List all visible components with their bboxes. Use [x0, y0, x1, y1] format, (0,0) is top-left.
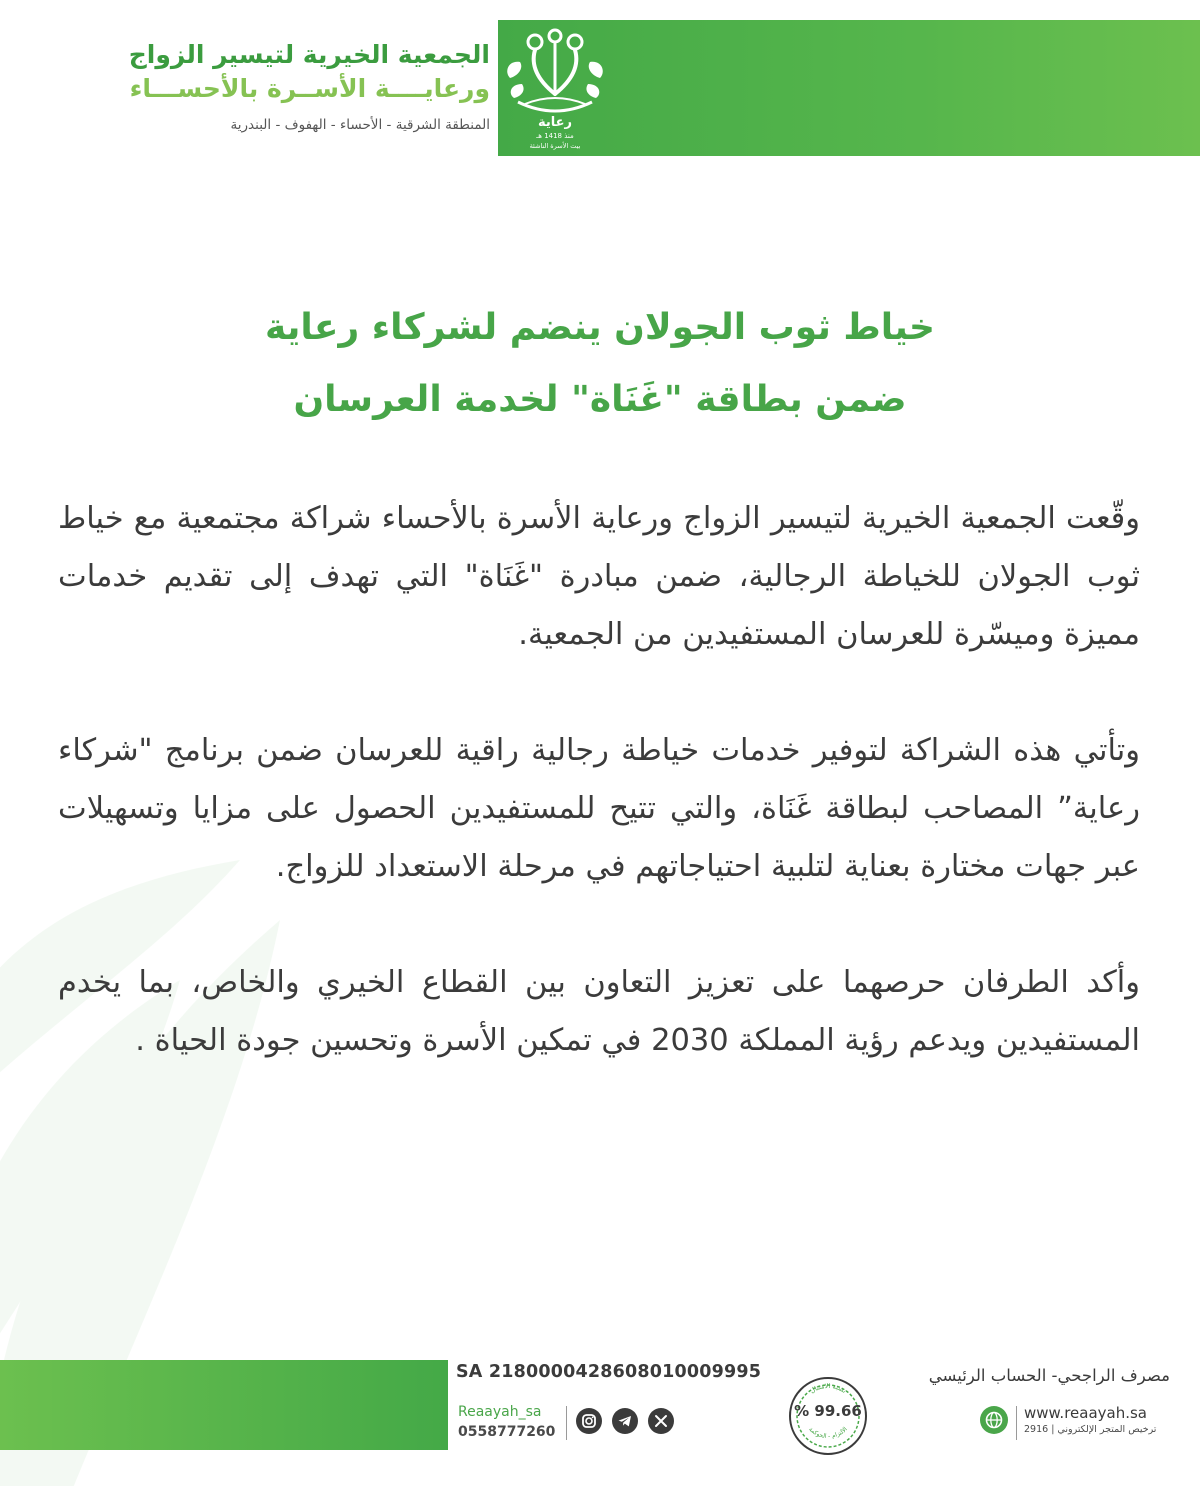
footer-bar: [0, 1360, 448, 1450]
compliance-seal: [786, 1374, 870, 1458]
headline-line1: خياط ثوب الجولان ينضم لشركاء رعاية: [265, 307, 935, 348]
bank-account: مصرف الراجحي- الحساب الرئيسي: [928, 1366, 1170, 1385]
instagram-icon[interactable]: [576, 1408, 602, 1434]
compliance-value: % 99.66: [794, 1402, 862, 1420]
paragraph-3: وأكد الطرفان حرصهما على تعزيز التعاون بين القطاع الخيري والخاص، بما يخدم المستفيدين ويدعم رؤية المملكة 2030 في تمكين الأسرة وتحسين جودة الحياة .: [58, 965, 1140, 1058]
seal-top-text: نسبة الامتثال: [808, 1381, 848, 1395]
article-body: [58, 490, 1140, 1070]
social-contact: [458, 1402, 558, 1442]
store-license: ترخيص المتجر الإلكتروني | 2916: [1024, 1424, 1157, 1435]
header: [0, 0, 1200, 160]
logo-since: منذ 1418 هـ: [536, 132, 574, 140]
globe-icon: [980, 1406, 1008, 1434]
telegram-icon[interactable]: [612, 1408, 638, 1434]
divider: [1016, 1406, 1017, 1440]
paragraph-1: وقّعت الجمعية الخيرية لتيسير الزواج ورعاية الأسرة بالأحساء شراكة مجتمعية مع خياط ثوب الجولان للخياطة الرجالية، ضمن مبادرة "غَنَاة" التي تهدف إلى تقديم خدمات مميزة وميسّرة للعرسان المستفيدين من الجمعية.: [58, 501, 1140, 652]
family-tree-logo-icon: [500, 22, 610, 152]
headline-line2: ضمن بطاقة "غَنَاة" لخدمة العرسان: [293, 379, 907, 420]
svg-text:الالتزام - الحوكمة: [807, 1426, 849, 1440]
x-icon[interactable]: [648, 1408, 674, 1434]
logo-tagline: بيت الأسرة الناشئة: [529, 142, 581, 150]
org-name-block: [40, 38, 490, 140]
headline: [150, 292, 1050, 436]
social-handle[interactable]: Reaayah_sa: [458, 1404, 542, 1420]
org-name-line2: ورعايــــة الأســرة بالأحســـاء: [129, 74, 490, 103]
logo-wordmark: رعاية: [537, 115, 573, 130]
iban-number: SA 2180000428608010009995: [456, 1362, 762, 1382]
paragraph-2: وتأتي هذه الشراكة لتوفير خدمات خياطة رجالية راقية للعرسان ضمن برنامج "شركاء رعاية” المصاحب لبطاقة غَنَاة، والتي تتيح للمستفيدين الحصول على مزايا وتسهيلات عبر جهات مختارة بعناية لتلبية احتياجاتهم في مرحلة الاستعداد للزواج.: [58, 733, 1140, 884]
divider: [566, 1406, 567, 1440]
org-regions: المنطقة الشرقية - الأحساء - الهفوف - البندرية: [230, 117, 490, 133]
website-link[interactable]: www.reaayah.sa: [1024, 1404, 1147, 1422]
phone-number[interactable]: 0558777260: [458, 1424, 556, 1440]
org-name-line1: الجمعية الخيرية لتيسير الزواج: [128, 40, 490, 69]
seal-bottom-text: الالتزام - الحوكمة: [807, 1425, 849, 1441]
